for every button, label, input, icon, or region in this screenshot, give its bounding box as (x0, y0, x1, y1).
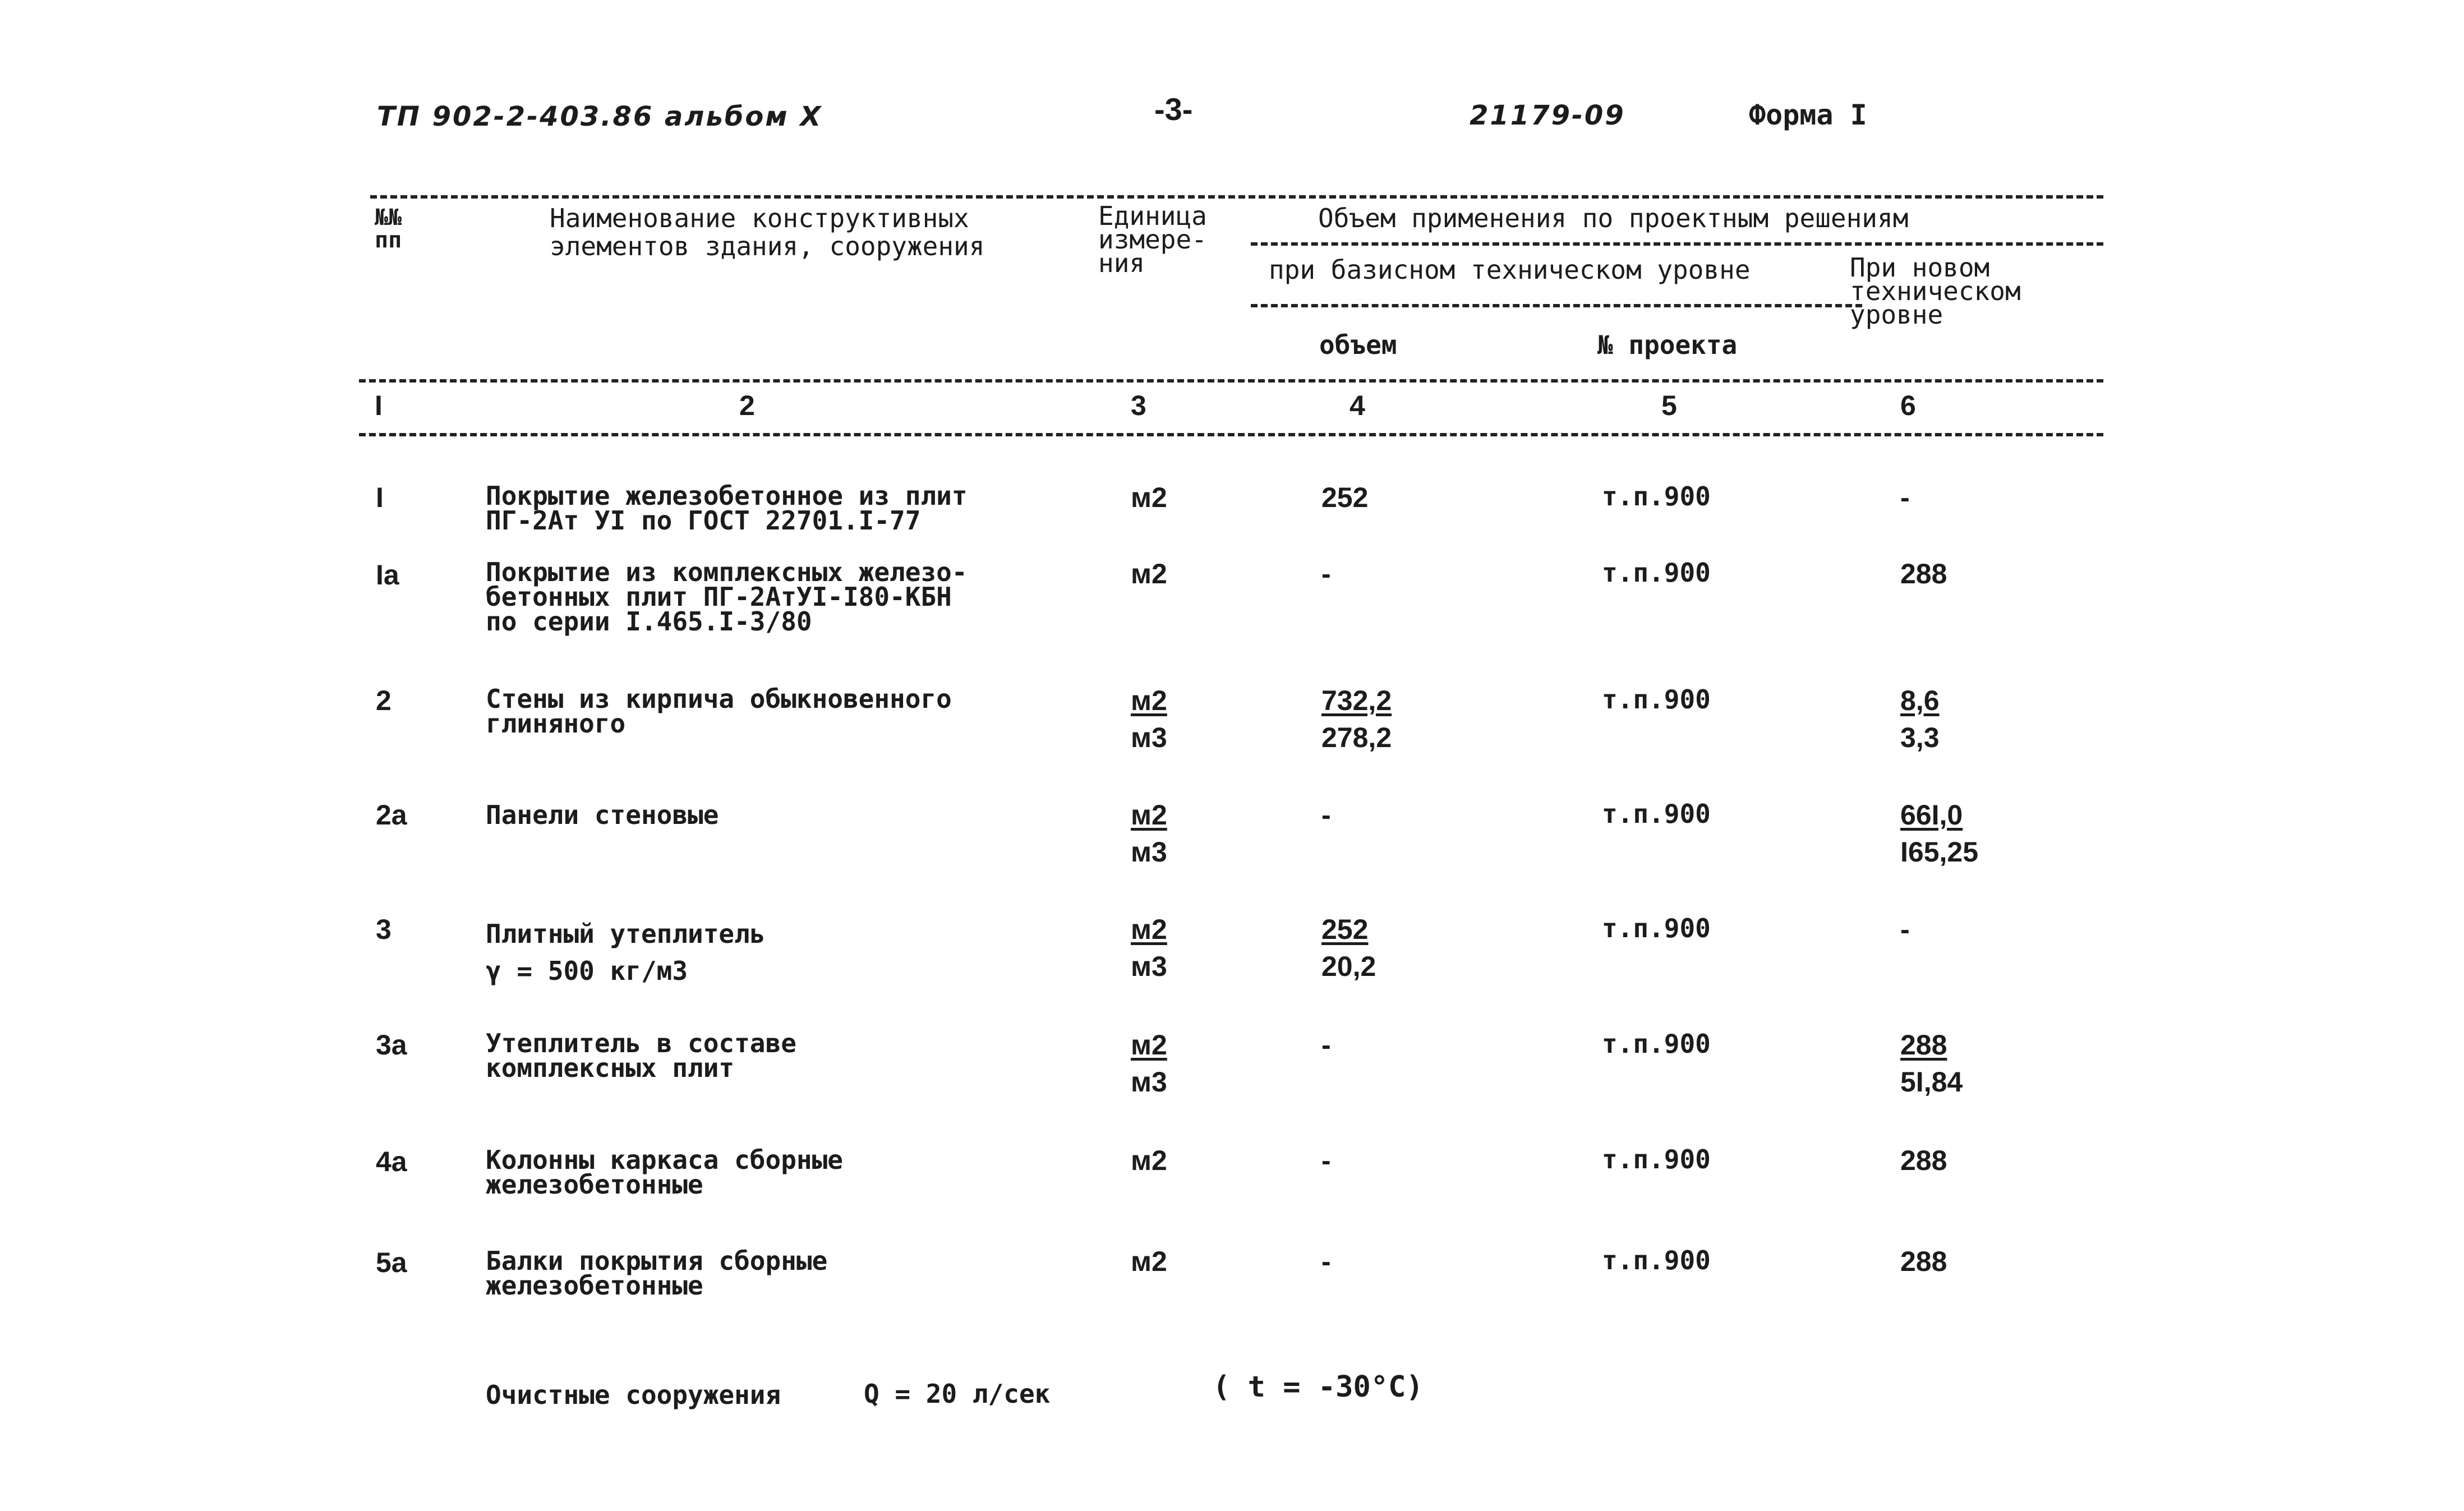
row-new-value: 288 (1900, 1029, 1947, 1061)
row-name: Покрытие железобетонное из плит ПГ-2Ат УI по ГОСТ 22701.I-77 (486, 481, 968, 536)
row-unit-secondary: м3 (1131, 1066, 1167, 1098)
column-number-3: 3 (1131, 390, 1146, 421)
row-new-value: 288 (1900, 1145, 1947, 1176)
row-number: 5а (376, 1247, 407, 1278)
row-volume: 252 (1321, 482, 1369, 513)
header-name: Наименование конструктивных элементов здания, сооружения (550, 203, 985, 261)
header-bottom-rule (359, 379, 2103, 383)
row-volume: - (1321, 558, 1331, 589)
row-unit: м2 (1131, 1029, 1167, 1061)
row-project: т.п.900 (1602, 558, 1711, 588)
row-volume: - (1321, 1246, 1331, 1277)
row-project: т.п.900 (1602, 684, 1711, 715)
form-label: Форма I (1749, 99, 1867, 131)
column-number-5: 5 (1661, 390, 1677, 421)
row-name: Панели стеновые (486, 800, 719, 830)
column-number-1: I (375, 390, 383, 421)
table-top-rule (370, 195, 2103, 199)
header-volume-group: Объем применения по проектным решениям (1318, 203, 1909, 233)
row-unit: м2 (1131, 914, 1167, 945)
row-new-value-secondary: 5I,84 (1900, 1066, 1963, 1098)
row-unit-secondary: м3 (1131, 836, 1167, 868)
row-new-value: 288 (1900, 558, 1947, 589)
page-number: -3- (1154, 91, 1193, 127)
row-project: т.п.900 (1602, 799, 1711, 829)
row-new-value-secondary: 3,3 (1900, 722, 1940, 753)
row-new-value: - (1900, 482, 1910, 513)
footer-facility: Очистные сооружения (486, 1380, 781, 1410)
row-volume: - (1321, 799, 1331, 831)
row-new-value: 66I,0 (1900, 799, 1963, 831)
row-project: т.п.900 (1602, 481, 1711, 512)
header-num: №№ пп (375, 205, 402, 253)
row-project: т.п.900 (1602, 913, 1711, 943)
basic-level-rule (1251, 304, 1862, 307)
row-new-value: - (1900, 914, 1910, 945)
sheet-code: 21179-09 (1470, 100, 1625, 131)
row-unit: м2 (1131, 558, 1167, 589)
row-volume-secondary: 20,2 (1321, 951, 1376, 982)
column-number-4: 4 (1350, 390, 1365, 421)
row-unit: м2 (1131, 685, 1167, 716)
row-volume: 732,2 (1321, 685, 1392, 716)
row-number: 2а (376, 799, 407, 831)
row-name: Покрытие из комплексных железо- бетонных плит ПГ-2АтУI-I80-КБН по серии I.465.I-3/80 (486, 557, 968, 637)
row-unit: м2 (1131, 1145, 1167, 1176)
row-project: т.п.900 (1602, 1029, 1711, 1059)
row-unit-secondary: м3 (1131, 722, 1167, 753)
row-number: Iа (376, 559, 399, 591)
row-name: Балки покрытия сборные железобетонные (486, 1246, 828, 1301)
row-unit: м2 (1131, 482, 1167, 513)
volume-group-rule (1251, 242, 2103, 246)
header-project-no: № проекта (1597, 330, 1738, 360)
row-new-value: 288 (1900, 1246, 1947, 1277)
row-number: 4а (376, 1146, 407, 1177)
row-number: I (376, 482, 384, 513)
row-name: Стены из кирпича обыкновенного глиняного (486, 684, 952, 739)
footer-flow: Q = 20 л/сек (864, 1379, 1051, 1409)
row-name: Плитный утеплитель γ = 500 кг/м3 (486, 919, 766, 986)
header-volume: объем (1319, 330, 1397, 360)
row-project: т.п.900 (1602, 1245, 1711, 1275)
row-unit: м2 (1131, 799, 1167, 831)
header-unit: Единица измере- ния (1098, 201, 1207, 278)
row-volume-secondary: 278,2 (1321, 722, 1392, 753)
column-numbers-rule (359, 433, 2103, 436)
document-code: ТП 902-2-403.86 альбом X (377, 101, 823, 132)
row-name: Колонны каркаса сборные железобетонные (486, 1145, 843, 1200)
row-volume: - (1321, 1145, 1331, 1176)
column-number-6: 6 (1900, 390, 1916, 421)
header-new-level: При новом техническом уровне (1850, 252, 2021, 330)
row-number: 3 (376, 914, 392, 945)
row-unit: м2 (1131, 1246, 1167, 1277)
row-volume: 252 (1321, 914, 1369, 945)
column-number-2: 2 (739, 390, 755, 421)
row-number: 2 (376, 685, 392, 716)
row-volume: - (1321, 1029, 1331, 1061)
row-number: 3а (376, 1029, 407, 1061)
footer-temperature: ( t = -30°C) (1213, 1370, 1424, 1404)
row-new-value: 8,6 (1900, 685, 1940, 716)
row-new-value-secondary: I65,25 (1900, 836, 1979, 868)
row-project: т.п.900 (1602, 1144, 1711, 1174)
row-unit-secondary: м3 (1131, 951, 1167, 982)
header-basic-level: при базисном техническом уровне (1269, 255, 1751, 285)
row-name: Утеплитель в составе комплексных плит (486, 1028, 796, 1083)
